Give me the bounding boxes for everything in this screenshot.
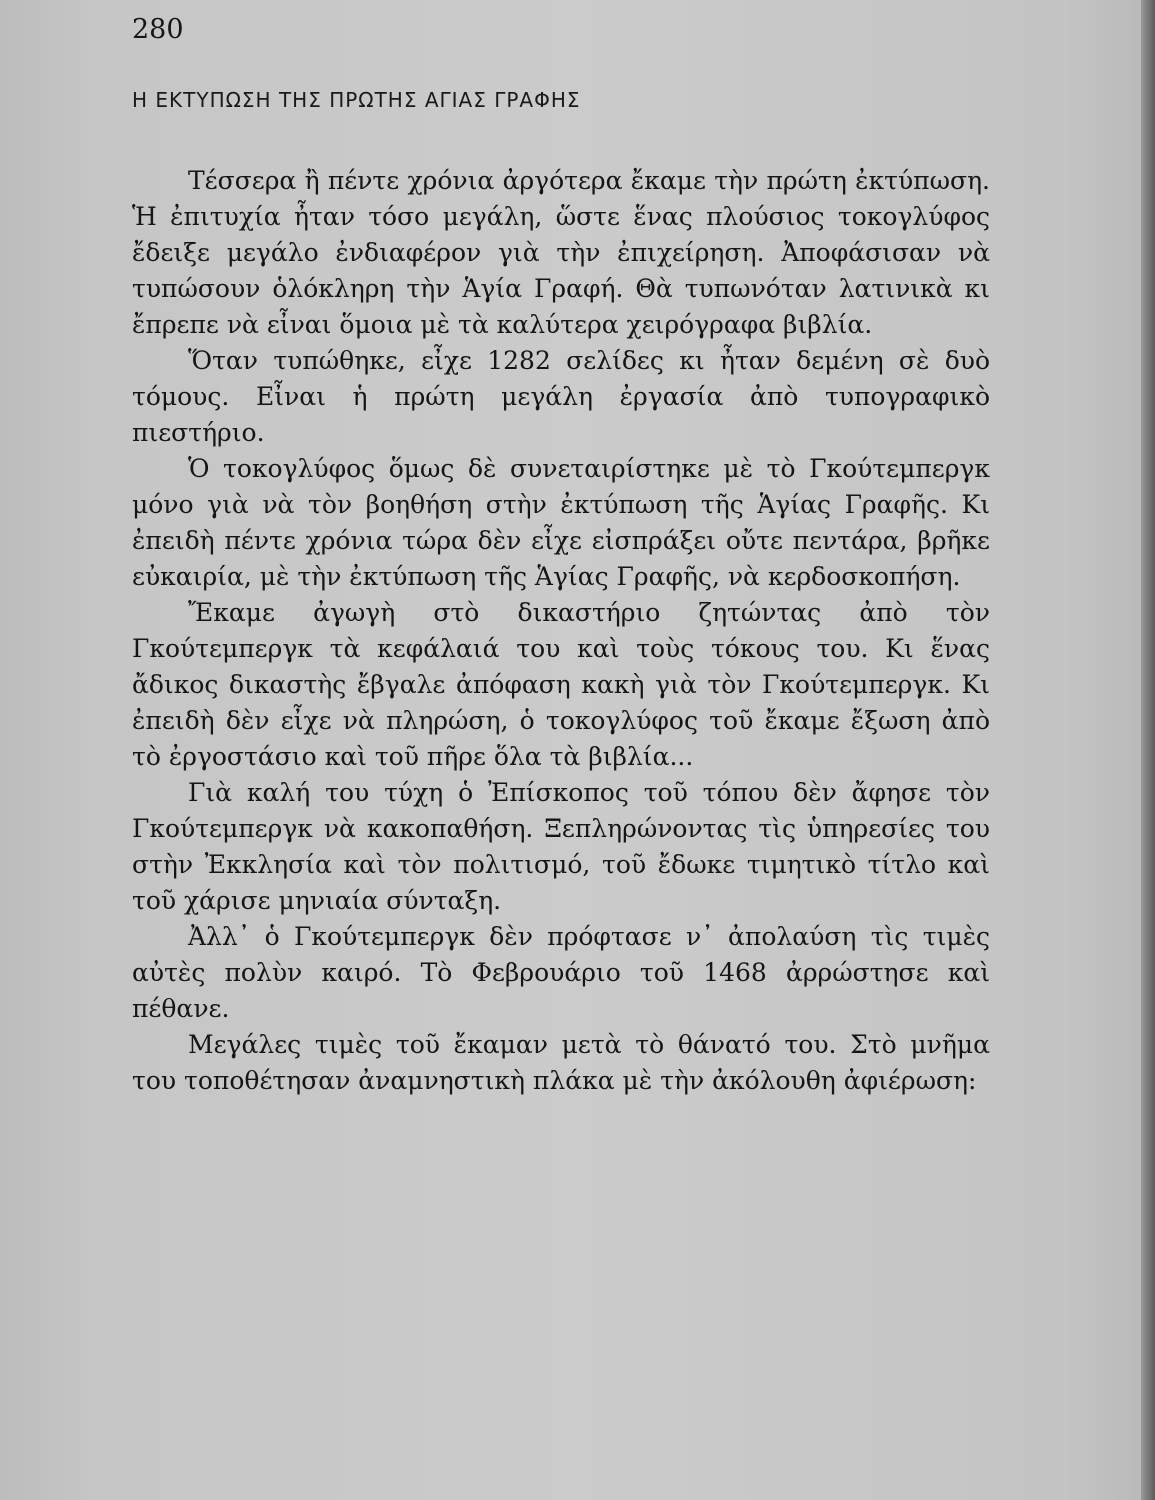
paragraph: Ἔκαμε ἀγωγὴ στὸ δικαστήριο ζητώντας ἀπὸ τὸν Γκούτεμπεργκ τὰ κεφάλαιά του καὶ τοὺς τόκους του. Κι ἕνας ἄδικος δικαστὴς ἔβγαλε ἀπόφαση κακὴ γιὰ τὸν Γκούτεμπεργκ. Κι ἐπειδὴ δὲν εἶχε νὰ πληρώση, ὁ τοκογλύφος τοῦ ἔκαμε ἔξωση ἀπὸ τὸ ἐργοστάσιο καὶ τοῦ πῆρε ὅλα τὰ βιβλία...: [132, 598, 990, 771]
page-number: 280: [132, 14, 184, 45]
paragraph: Ἀλλ᾽ ὁ Γκούτεμπεργκ δὲν πρόφτασε ν᾽ ἀπολαύση τὶς τιμὲς αὐτὲς πολὺν καιρό. Τὸ Φεβρουάριο τοῦ 1468 ἀρρώστησε καὶ πέθανε.: [132, 922, 990, 1023]
paragraph: Γιὰ καλή του τύχη ὁ Ἐπίσκοπος τοῦ τόπου δὲν ἄφησε τὸν Γκούτεμπεργκ νὰ κακοπαθήση. Ξεπληρώνοντας τὶς ὑπηρεσίες του στὴν Ἐκκλησία καὶ τὸν πολιτισμό, τοῦ ἔδωκε τιμητικὸ τίτλο καὶ τοῦ χάρισε μηνιαία σύνταξη.: [132, 778, 990, 915]
paragraph: Τέσσερα ἢ πέντε χρόνια ἀργότερα ἔκαμε τὴν πρώτη ἐκτύπωση. Ἡ ἐπιτυχία ἦταν τόσο μεγάλη, ὥστε ἕνας πλούσιος τοκογλύφος ἔδειξε μεγάλο ἐνδιαφέρον γιὰ τὴν ἐπιχείρηση. Ἀποφάσισαν νὰ τυπώσουν ὁλόκληρη τὴν Ἁγία Γραφή. Θὰ τυπωνόταν λατινικὰ κι ἔπρεπε νὰ εἶναι ὅμοια μὲ τὰ καλύτερα χειρόγραφα βιβλία.: [132, 166, 990, 339]
paragraph: Ὁ τοκογλύφος ὅμως δὲ συνεταιρίστηκε μὲ τὸ Γκούτεμπεργκ μόνο γιὰ νὰ τὸν βοηθήση στὴν ἐκτύπωση τῆς Ἁγίας Γραφῆς. Κι ἐπειδὴ πέντε χρόνια τώρα δὲν εἶχε εἰσπράξει οὔτε πεντάρα, βρῆκε εὐκαιρία, μὲ τὴν ἐκτύπωση τῆς Ἁγίας Γραφῆς, νὰ κερδοσκοπήση.: [132, 454, 990, 591]
running-head: Η ΕΚΤΥΠΩΣΗ ΤΗΣ ΠΡΩΤΗΣ ΑΓΙΑΣ ΓΡΑΦΗΣ: [132, 88, 581, 112]
body-text: [132, 163, 990, 1099]
page-edge-shadow: [1141, 0, 1155, 1500]
paragraph: Μεγάλες τιμὲς τοῦ ἔκαμαν μετὰ τὸ θάνατό του. Στὸ μνῆμα του τοποθέτησαν ἀναμνηστικὴ πλάκα μὲ τὴν ἀκόλουθη ἀφιέρωση:: [132, 1030, 990, 1095]
paragraph: Ὅταν τυπώθηκε, εἶχε 1282 σελίδες κι ἦταν δεμένη σὲ δυὸ τόμους. Εἶναι ἡ πρώτη μεγάλη ἐργασία ἀπὸ τυπογραφικὸ πιεστήριο.: [132, 346, 990, 447]
